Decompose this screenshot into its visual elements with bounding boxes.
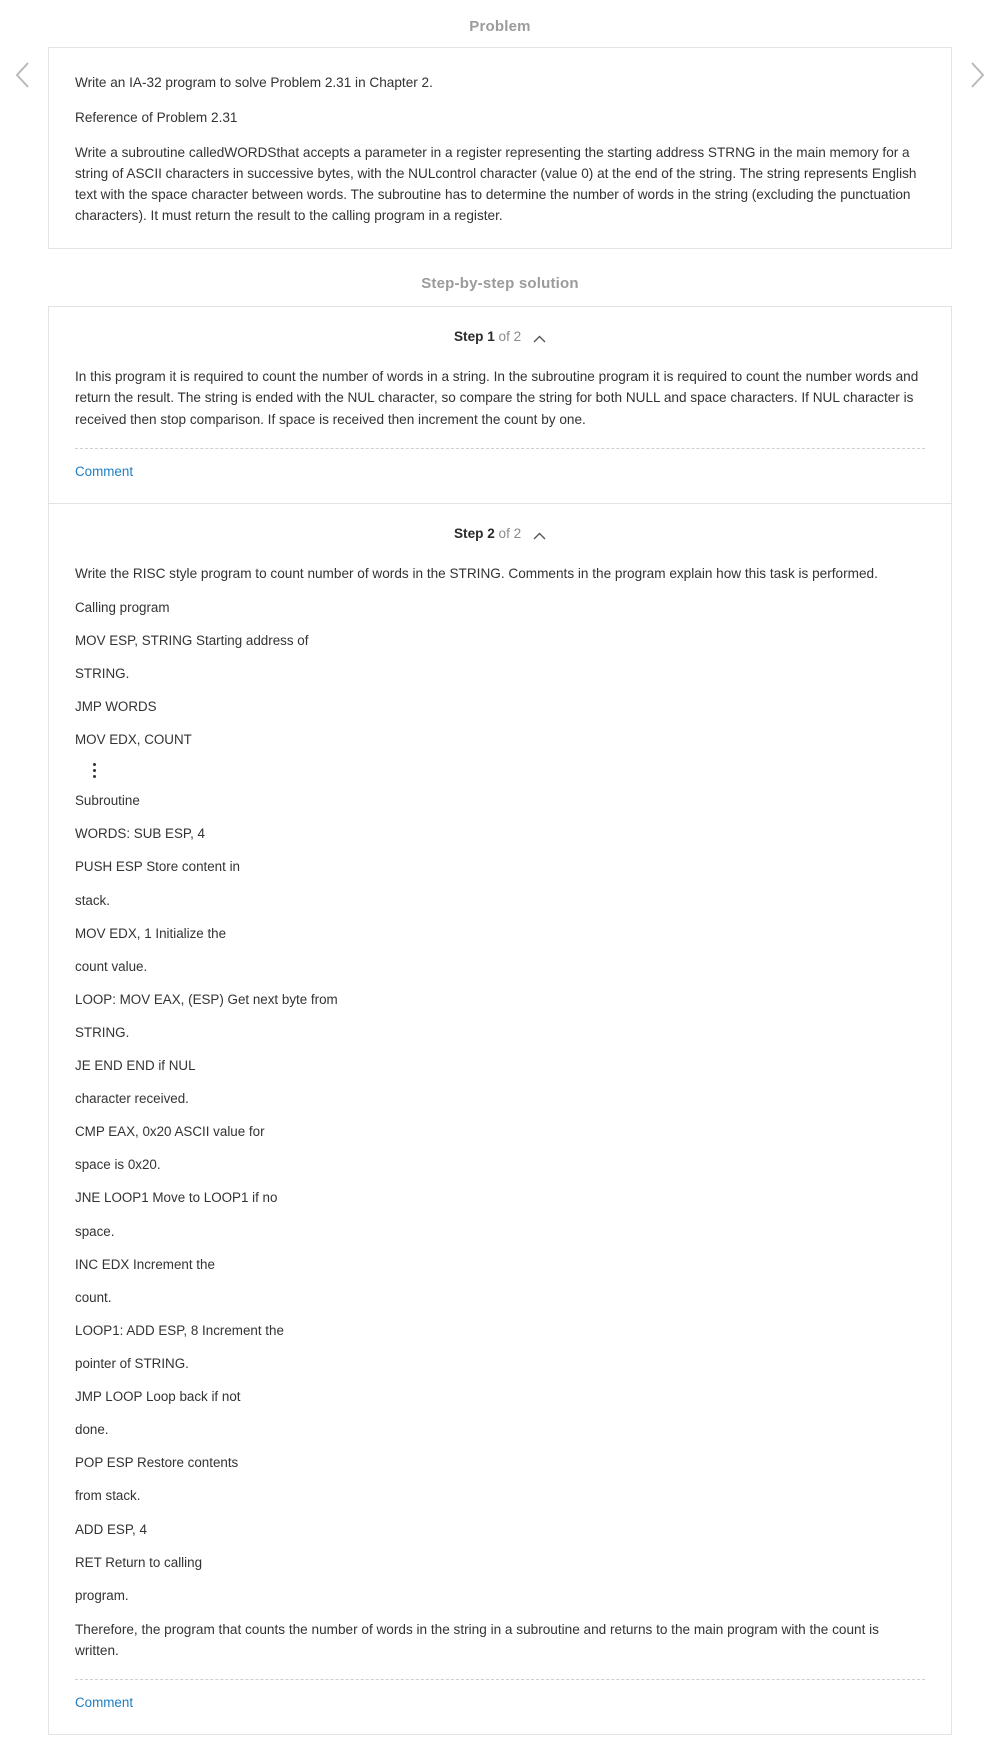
code-line: character received. (75, 1091, 189, 1107)
vertical-ellipsis-icon (93, 763, 925, 778)
step-1-label: Step 1 (453, 329, 495, 345)
code-line: stack. (75, 892, 110, 908)
problem-paragraph-3: Write a subroutine calledWORDSthat accepts a parameter in a register representing the starting address STRNG in the main memory for a string of ASCII characters in successive bytes, with the NULcontrol character (value 0) at the end of the string. The string represents English text with the space character between words. The subroutine has to determine the number of words in the string (excluding the punctuation characters). It must return the result to the calling program in a register. (75, 145, 917, 224)
step-2-comment-row (49, 1680, 951, 1734)
code-line: program. (75, 1587, 129, 1603)
previous-problem-arrow[interactable] (10, 60, 36, 94)
code-line: JE END END if NUL (75, 1058, 196, 1074)
bottom-spacer (0, 1735, 1000, 1759)
code-line: pointer of STRING. (75, 1356, 189, 1372)
code-line: JMP WORDS (75, 698, 157, 714)
code-line: PUSH ESP Store content in (75, 859, 240, 875)
code-line: JMP LOOP Loop back if not (75, 1389, 241, 1405)
step-block-1 (49, 307, 951, 503)
code-line: space. (75, 1223, 115, 1239)
code-line: MOV ESP, STRING Starting address of (75, 632, 309, 648)
step-block-2 (49, 504, 951, 1734)
problem-heading: Problem (469, 18, 531, 35)
problem-paragraph-1: Write an IA-32 program to solve Problem 2.31 in Chapter 2. (75, 75, 433, 90)
code-line: done. (75, 1422, 109, 1438)
step-2-intro: Write the RISC style program to count number of words in the STRING. Comments in the program explain how this task is performed. (75, 565, 878, 581)
code-line: MOV EDX, COUNT (75, 732, 192, 748)
next-problem-arrow[interactable] (964, 60, 990, 94)
step-1-body (49, 362, 951, 429)
code-line: MOV EDX, 1 Initialize the (75, 925, 227, 941)
step-1-paragraph: In this program it is required to count the number of words in a string. In the subroutine program it is required to count the number words and return the result. The string is ended with the NUL character, so compare the string for both NULL and space characters. If NUL character is received then stop comparison. If space is received then increment the count by one. (75, 369, 919, 427)
code-line: Calling program (75, 599, 170, 615)
code-line: INC EDX Increment the (75, 1256, 215, 1272)
chevron-up-icon[interactable] (533, 532, 546, 540)
step-1-header[interactable] (49, 307, 951, 362)
code-line: from stack. (75, 1488, 141, 1504)
chevron-right-icon (968, 60, 986, 90)
code-line: Subroutine (75, 793, 140, 809)
code-line: LOOP: MOV EAX, (ESP) Get next byte from (75, 991, 338, 1007)
step-2-header[interactable] (49, 504, 951, 559)
problem-card (48, 47, 952, 249)
code-line: STRING. (75, 1024, 130, 1040)
code-line: STRING. (75, 665, 130, 681)
step-1-comment-row (49, 449, 951, 503)
step-2-body (49, 559, 951, 1661)
solution-heading: Step-by-step solution (421, 275, 579, 293)
step-2-count: of 2 (498, 525, 522, 541)
code-line: ADD ESP, 4 (75, 1521, 147, 1537)
chevron-up-icon[interactable] (533, 335, 546, 343)
code-line: count. (75, 1289, 112, 1305)
step-1-count: of 2 (498, 329, 522, 345)
step-2-label: Step 2 (453, 525, 495, 541)
step-1-comment-link[interactable]: Comment (75, 463, 134, 479)
chevron-left-icon (14, 60, 32, 90)
code-line: JNE LOOP1 Move to LOOP1 if no (75, 1190, 278, 1206)
code-line: count value. (75, 958, 148, 974)
code-line: CMP EAX, 0x20 ASCII value for (75, 1124, 265, 1140)
step-2-comment-link[interactable]: Comment (75, 1695, 134, 1711)
step-2-conclusion: Therefore, the program that counts the number of words in the string in a subroutine and returns to the main program with the count is written. (75, 1621, 879, 1658)
code-line: LOOP1: ADD ESP, 8 Increment the (75, 1322, 284, 1338)
code-line: space is 0x20. (75, 1157, 161, 1173)
code-line: WORDS: SUB ESP, 4 (75, 826, 205, 842)
code-line: POP ESP Restore contents (75, 1455, 239, 1471)
problem-paragraph-2: Reference of Problem 2.31 (75, 110, 238, 126)
steps-container (48, 306, 952, 1735)
code-line: RET Return to calling (75, 1554, 203, 1570)
